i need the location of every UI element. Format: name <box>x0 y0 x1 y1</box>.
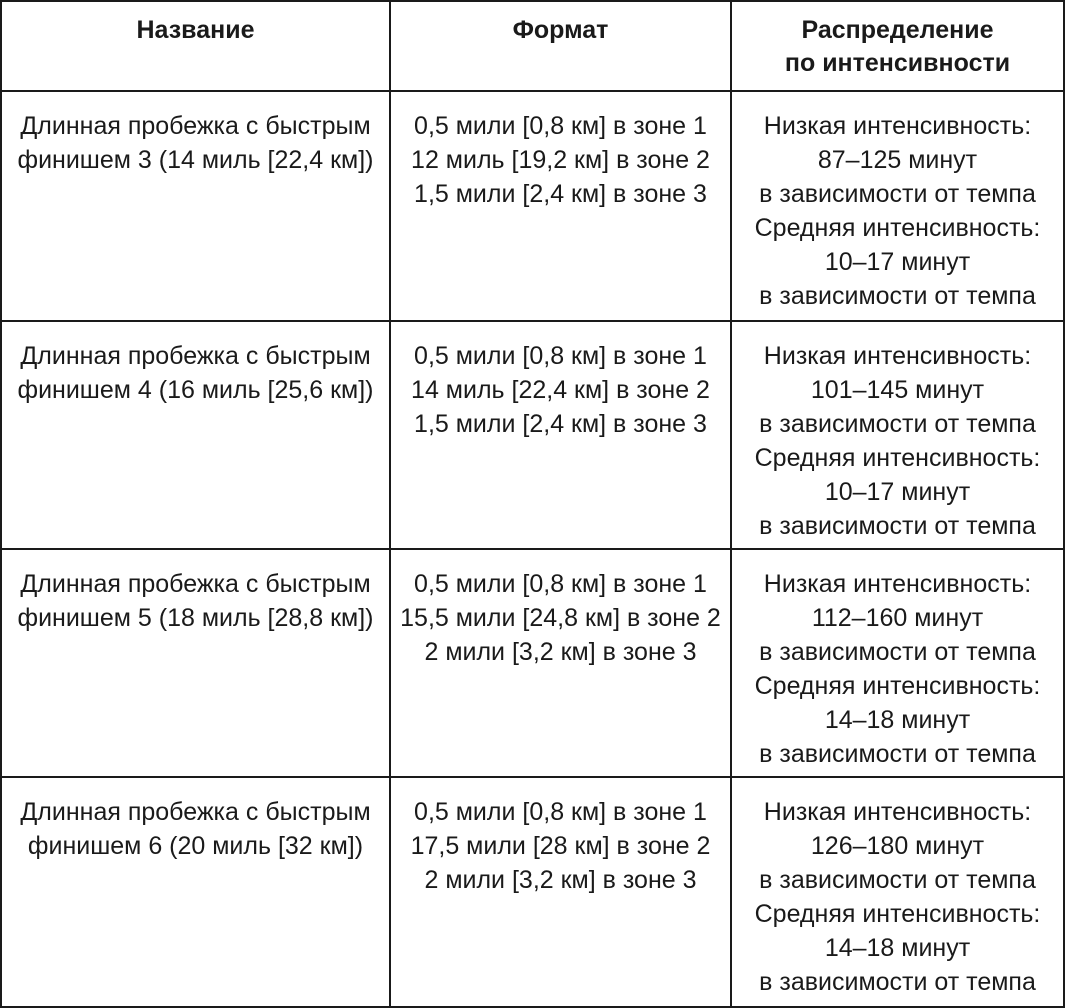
low-intensity-note: в зависимости от темпа <box>759 866 1036 894</box>
mid-intensity-minutes: 14–18 минут <box>824 706 971 734</box>
low-intensity-note: в зависимости от темпа <box>759 180 1036 208</box>
cell-distribution <box>731 321 1064 549</box>
table-row <box>1 549 1064 777</box>
name-line: финишем 3 (14 миль [22,4 км]) <box>17 146 374 174</box>
mid-intensity-note: в зависимости от темпа <box>759 282 1036 310</box>
header-distribution-line2: по интенсивности <box>784 49 1011 77</box>
cell-format <box>390 91 731 321</box>
low-intensity-label: Низкая интенсивность: <box>763 112 1032 140</box>
name-line: Длинная пробежка с быстрым <box>20 112 371 140</box>
mid-intensity-minutes: 10–17 минут <box>824 478 971 506</box>
low-intensity-minutes: 101–145 минут <box>810 376 985 404</box>
header-name <box>1 1 390 91</box>
format-line: 0,5 мили [0,8 км] в зоне 1 <box>414 798 707 826</box>
format-line: 17,5 мили [28 км] в зоне 2 <box>410 832 711 860</box>
mid-intensity-minutes: 10–17 минут <box>824 248 971 276</box>
header-distribution-line1: Распределение <box>801 16 994 44</box>
mid-intensity-label: Средняя интенсивность: <box>754 900 1041 928</box>
mid-intensity-note: в зависимости от темпа <box>759 968 1036 996</box>
table-row <box>1 91 1064 321</box>
header-format <box>390 1 731 91</box>
low-intensity-note: в зависимости от темпа <box>759 638 1036 666</box>
header-format-text: Формат <box>512 16 609 44</box>
cell-name <box>1 321 390 549</box>
name-line: Длинная пробежка с быстрым <box>20 798 371 826</box>
name-line: финишем 6 (20 миль [32 км]) <box>27 832 364 860</box>
low-intensity-minutes: 112–160 минут <box>811 604 984 632</box>
mid-intensity-label: Средняя интенсивность: <box>754 444 1041 472</box>
cell-name <box>1 549 390 777</box>
format-line: 0,5 мили [0,8 км] в зоне 1 <box>414 570 707 598</box>
format-line: 2 мили [3,2 км] в зоне 3 <box>424 866 697 894</box>
name-line: финишем 4 (16 миль [25,6 км]) <box>17 376 374 404</box>
cell-format <box>390 321 731 549</box>
cell-distribution <box>731 777 1064 1007</box>
header-name-text: Название <box>136 16 255 44</box>
cell-distribution <box>731 549 1064 777</box>
cell-format <box>390 777 731 1007</box>
mid-intensity-note: в зависимости от темпа <box>759 740 1036 768</box>
low-intensity-minutes: 87–125 минут <box>817 146 978 174</box>
low-intensity-label: Низкая интенсивность: <box>763 570 1032 598</box>
mid-intensity-minutes: 14–18 минут <box>824 934 971 962</box>
format-line: 14 миль [22,4 км] в зоне 2 <box>411 376 710 404</box>
cell-format <box>390 549 731 777</box>
low-intensity-label: Низкая интенсивность: <box>763 798 1032 826</box>
format-line: 0,5 мили [0,8 км] в зоне 1 <box>414 342 707 370</box>
name-line: финишем 5 (18 миль [28,8 км]) <box>17 604 374 632</box>
mid-intensity-note: в зависимости от темпа <box>759 512 1036 540</box>
name-line: Длинная пробежка с быстрым <box>20 342 371 370</box>
header-row <box>1 1 1064 91</box>
format-line: 15,5 мили [24,8 км] в зоне 2 <box>400 604 721 632</box>
format-line: 0,5 мили [0,8 км] в зоне 1 <box>414 112 707 140</box>
format-line: 1,5 мили [2,4 км] в зоне 3 <box>414 410 707 438</box>
header-distribution <box>731 1 1064 91</box>
cell-distribution <box>731 91 1064 321</box>
cell-name <box>1 91 390 321</box>
table-row <box>1 321 1064 549</box>
low-intensity-minutes: 126–180 минут <box>810 832 985 860</box>
cell-name <box>1 777 390 1007</box>
table-row <box>1 777 1064 1007</box>
low-intensity-note: в зависимости от темпа <box>759 410 1036 438</box>
format-line: 12 миль [19,2 км] в зоне 2 <box>411 146 710 174</box>
name-line: Длинная пробежка с быстрым <box>20 570 371 598</box>
format-line: 1,5 мили [2,4 км] в зоне 3 <box>414 180 707 208</box>
mid-intensity-label: Средняя интенсивность: <box>754 214 1041 242</box>
format-line: 2 мили [3,2 км] в зоне 3 <box>424 638 697 666</box>
mid-intensity-label: Средняя интенсивность: <box>754 672 1041 700</box>
low-intensity-label: Низкая интенсивность: <box>763 342 1032 370</box>
